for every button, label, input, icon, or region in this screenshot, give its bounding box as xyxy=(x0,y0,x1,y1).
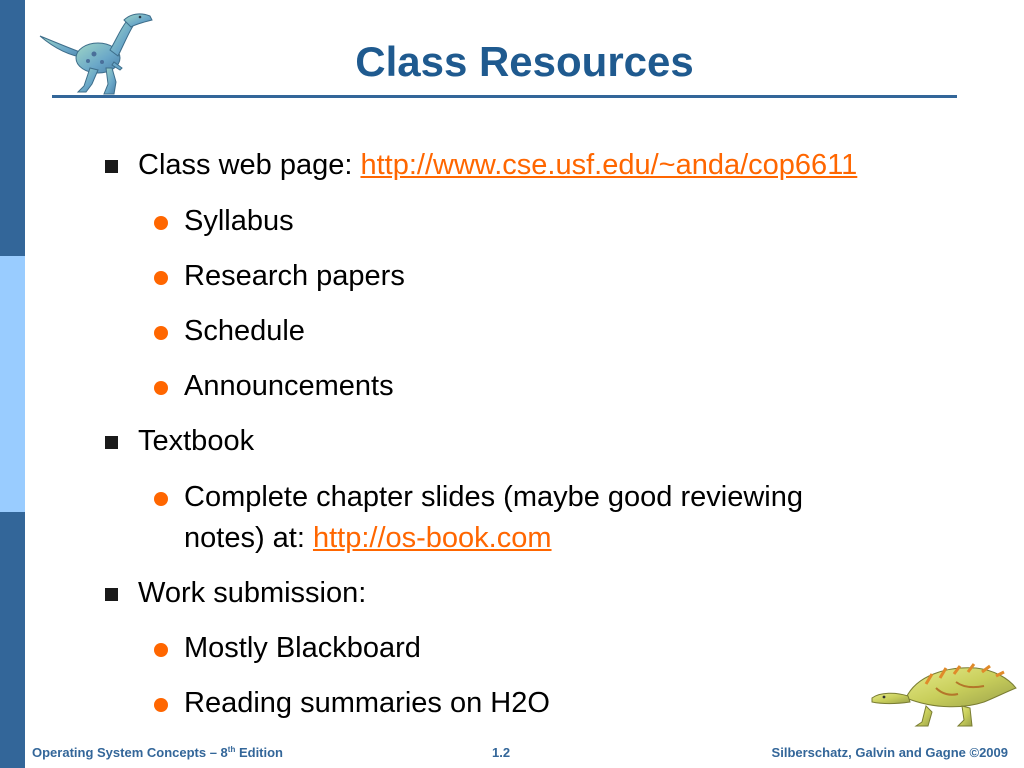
footer-page-number: 1.2 xyxy=(492,745,511,760)
list-item: Textbook xyxy=(138,425,255,457)
square-bullet-icon xyxy=(105,436,118,449)
list-item: Announcements xyxy=(184,370,394,402)
circle-bullet-icon xyxy=(154,216,168,230)
os-book-link[interactable]: http://os-book.com xyxy=(312,522,552,554)
list-item: Syllabus xyxy=(184,205,294,237)
circle-bullet-icon xyxy=(154,492,168,506)
footer-authors: Silberschatz, Galvin and Gagne ©2009 xyxy=(771,745,1008,760)
list-item: Work submission: xyxy=(138,577,367,609)
list-item: Research papers xyxy=(184,260,405,292)
circle-bullet-icon xyxy=(154,271,168,285)
list-item-continuation xyxy=(184,518,552,559)
footer-book-title: Operating System Concepts – 8th Edition xyxy=(32,745,284,760)
list-item: Complete chapter slides (maybe good reviewing xyxy=(184,481,803,513)
list-item: Schedule xyxy=(184,315,305,347)
list-item: Reading summaries on H2O xyxy=(184,687,550,719)
circle-bullet-icon xyxy=(154,643,168,657)
list-item-label: Class web page: xyxy=(138,149,361,181)
class-web-page-link[interactable]: http://www.cse.usf.edu/~anda/cop6611 xyxy=(360,149,858,181)
list-item-label: notes) at: xyxy=(184,522,313,554)
list-item: Mostly Blackboard xyxy=(184,632,421,664)
square-bullet-icon xyxy=(105,588,118,601)
square-bullet-icon xyxy=(105,160,118,173)
slide-title: Class Resources xyxy=(355,38,694,85)
list-item xyxy=(138,145,857,186)
circle-bullet-icon xyxy=(154,381,168,395)
circle-bullet-icon xyxy=(154,326,168,340)
circle-bullet-icon xyxy=(154,698,168,712)
dinosaur-icon xyxy=(866,658,1022,730)
